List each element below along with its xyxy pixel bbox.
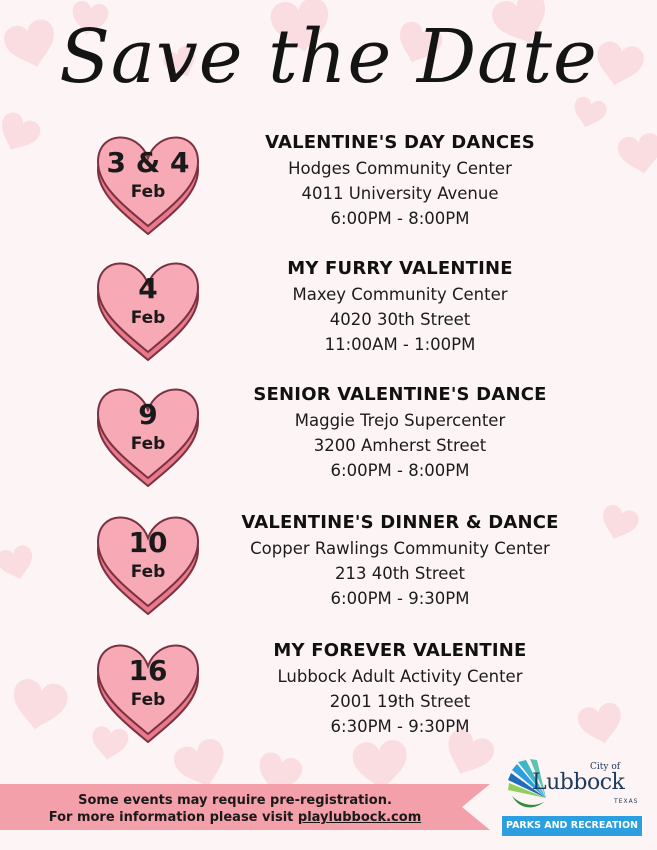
footer-banner (0, 784, 490, 830)
event-time: 6:30PM - 9:30PM (330, 717, 470, 736)
event-day: 4 (138, 272, 158, 305)
city-logo (502, 756, 646, 838)
date-heart (90, 382, 206, 492)
logo-state: TEXAS (614, 798, 639, 805)
event-time: 6:00PM - 9:30PM (330, 589, 470, 608)
event-day: 10 (128, 526, 168, 559)
event-time: 6:00PM - 8:00PM (330, 461, 470, 480)
website-link[interactable]: playlubbock.com (297, 810, 422, 825)
footer-line-1: Some events may require pre-registration. (78, 793, 392, 808)
event-location: Lubbock Adult Activity Center (277, 667, 523, 686)
event-name: VALENTINE'S DINNER & DANCE (241, 512, 559, 533)
logo-city-of: City of (590, 762, 621, 772)
event-info (230, 130, 570, 231)
event-info (230, 638, 570, 739)
event-time: 11:00AM - 1:00PM (324, 335, 476, 354)
event-info (230, 382, 570, 483)
event-info (230, 256, 570, 357)
page-title: Save the Date (59, 14, 598, 100)
event-time: 6:00PM - 8:00PM (330, 209, 470, 228)
event-day: 3 & 4 (106, 146, 190, 179)
event-day: 9 (138, 398, 158, 431)
event-month: Feb (130, 690, 166, 710)
event-month: Feb (130, 308, 166, 328)
event-item (0, 130, 657, 245)
event-address: 213 40th Street (334, 564, 466, 583)
event-address: 4011 University Avenue (301, 184, 499, 203)
event-item (0, 382, 657, 497)
logo-city-name: Lubbock (532, 770, 625, 795)
logo-department: PARKS AND RECREATION (502, 816, 642, 836)
event-month: Feb (130, 182, 166, 202)
event-info (230, 510, 570, 611)
footer-text (0, 792, 470, 826)
event-location: Maggie Trejo Supercenter (294, 411, 506, 430)
event-address: 3200 Amherst Street (313, 436, 487, 455)
event-item (0, 510, 657, 625)
event-name: MY FOREVER VALENTINE (273, 640, 527, 661)
event-item (0, 638, 657, 753)
event-name: MY FURRY VALENTINE (287, 258, 513, 279)
footer-line-2 (0, 809, 470, 826)
date-heart (90, 510, 206, 620)
event-item (0, 256, 657, 371)
event-location: Maxey Community Center (292, 285, 508, 304)
event-month: Feb (130, 434, 166, 454)
date-heart (90, 638, 206, 748)
event-location: Copper Rawlings Community Center (250, 539, 550, 558)
event-name: VALENTINE'S DAY DANCES (265, 132, 535, 153)
event-address: 4020 30th Street (329, 310, 471, 329)
date-heart (90, 256, 206, 366)
event-month: Feb (130, 562, 166, 582)
event-day: 16 (128, 654, 168, 687)
event-address: 2001 19th Street (329, 692, 471, 711)
event-location: Hodges Community Center (288, 159, 512, 178)
footer-line-2-prefix: For more information please visit (48, 810, 298, 825)
date-heart (90, 130, 206, 240)
event-name: SENIOR VALENTINE'S DANCE (253, 384, 547, 405)
